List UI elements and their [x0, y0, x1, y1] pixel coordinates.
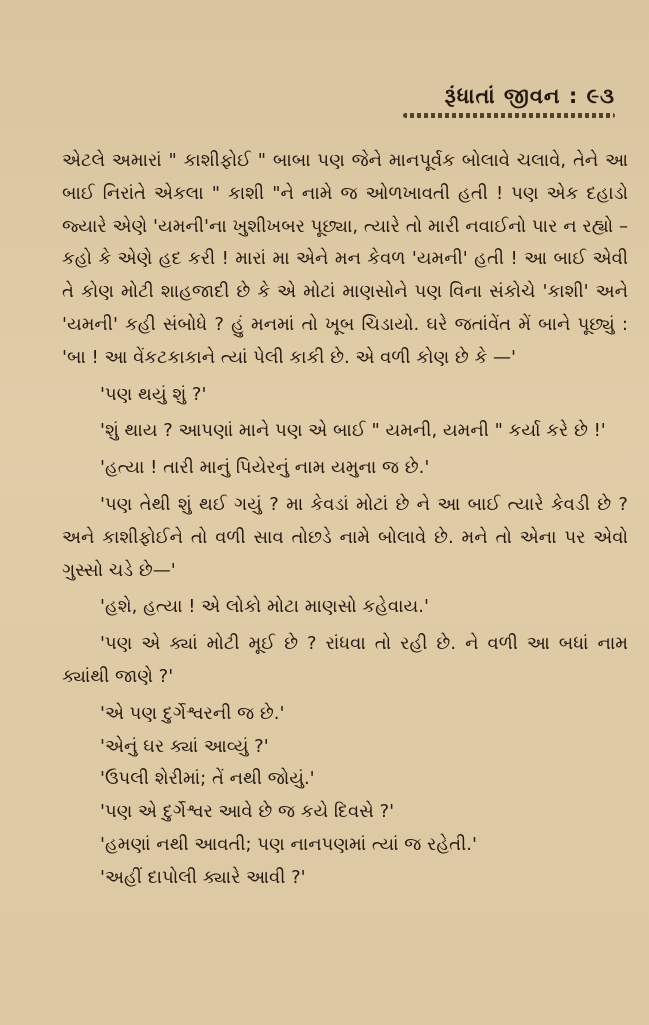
paragraph: એટલે અમારાં " કાશીફોઈ " બાબા પણ જેને માનપૂર્વક બોલાવે ચલાવે, તેને આ બાઈ નિરાંતે એકલા " કાશી "ને નામે જ ઓળખાવતી હતી ! પણ એક દહાડો જ્યારે એણે 'યમની'ના ખુશીખબર પૂછ્યા, ત્યારે તો મારી નવાઈનો પાર ન રહ્યો – કહો કે એણે હદ કરી ! મારાં મા એને મન કેવળ 'યમની' હતી ! આ બાઈ એવી તે કોણ મોટી શાહજાદી છે કે એ મોટાં માણસોને પણ વિના સંકોચે 'કાશી' અને 'યમની' કહી સંબોધે ? હું મનમાં તો ખૂબ ચિડાયો. ઘરે જતાંવેંત મેં બાને પૂછ્યું : 'બા ! આ વેંકટકાકાને ત્યાં પેલી કાકી છે. એ વળી કોણ છે કે —' [62, 150, 628, 368]
paragraph: 'અહીં દાપોલી ક્યારે આવી ?' [100, 866, 306, 888]
paragraph: 'હત્યા ! તારી માનું પિયેરનું નામ યમુના જ છે.' [100, 457, 430, 479]
paragraph: 'પણ તેથી શું થઈ ગયું ? મા કેવડાં મોટાં છે ને આ બાઈ ત્યારે કેવડી છે ? અને કાશીફોઈને તો વળી સાવ તોછડે નામે બોલાવે છે. મને તો એના પર એવો ગુસ્સો ચડે છે—' [62, 493, 628, 581]
paragraph: 'એ પણ દુર્ગેશ્વરની જ છે.' [100, 702, 285, 724]
body-text [62, 145, 628, 895]
paragraph: 'હશે, હત્યા ! એ લોકો મોટા માણસો કહેવાય.' [100, 596, 429, 618]
paragraph: 'પણ થયું શું ?' [100, 383, 207, 405]
paragraph: 'ઉપલી શેરીમાં; તેં નથી જોયું.' [100, 768, 315, 790]
header-rule [403, 113, 615, 118]
paragraph: 'પણ એ દુર્ગેશ્વર આવે છે જ કયે દિવસે ?' [100, 801, 395, 823]
paragraph: 'પણ એ ક્યાં મોટી મૂઈ છે ? રાંધવા તો રહી છે. ને વળી આ બધાં નામ ક્યાંથી જાણે ?' [62, 633, 628, 687]
paragraph: 'શું થાય ? આપણાં માને પણ એ બાઈ " યમની, યમની " કર્યા કરે છે !' [100, 420, 606, 442]
paragraph: 'એનું ઘર ક્યાં આવ્યું ?' [100, 735, 269, 757]
running-head: રૂંધાતાં જીવન : ૯૩ [444, 84, 615, 108]
paragraph: 'હમણાં નથી આવતી; પણ નાનપણમાં ત્યાં જ રહેતી.' [100, 833, 477, 855]
page-header [403, 84, 615, 118]
